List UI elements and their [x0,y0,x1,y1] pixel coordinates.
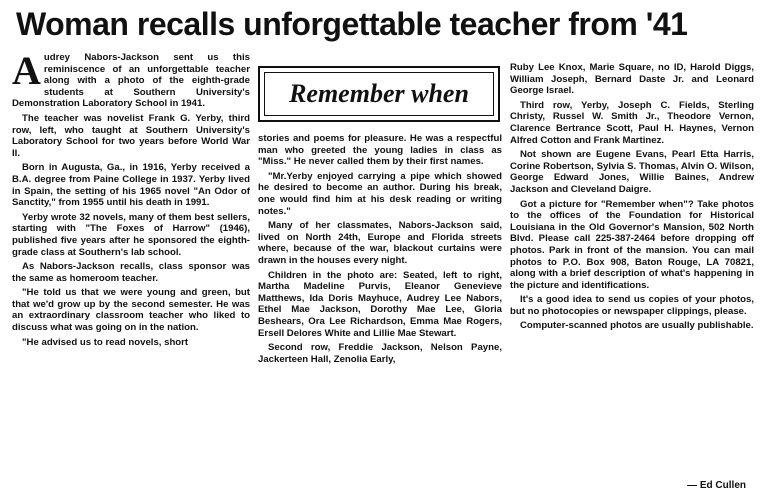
column-header-box [258,66,500,122]
paragraph: Ruby Lee Knox, Marie Square, no ID, Harold Diggs, William Joseph, Bernard Daste Jr. and Leonard George Israel. [510,62,754,97]
paragraph: Computer-scanned photos are usually publishable. [520,320,754,332]
article-column-1 [12,48,250,351]
paragraph: The teacher was novelist Frank G. Yerby, third row, left, who taught at Southern University's Laboratory School for two years before World War II. [12,112,250,159]
paragraph: Not shown are Eugene Evans, Pearl Etta Harris, Corine Robertson, Sylvia S. Thomas, Alvin O. Wilson, George Edward Jones, Willie Baines, Andrew Jackson and Cleveland Daigre. [510,149,754,195]
paragraph: Children in the photo are: Seated, left to right, Martha Madeline Purvis, Eleanor Genevieve Matthews, Ida Doris Mayhuce, Audrey Lee Nabors, Ethel Mae Jackson, Dorothy Mae Lee, Gloria Beshears, Ora Lee Richardson, Emma Mae Rogers, Ersell Delores White and Lillie Mae Stewart. [258,269,502,339]
paragraph: stories and poems for pleasure. He was a respectful man who greeted the young ladies in class as "Miss." He never called them by their first names. [258,133,502,168]
paragraph: "Mr.Yerby enjoyed carrying a pipe which showed he desired to become an author. During his break, one would find him at his desk reading or writing notes." [258,170,502,217]
paragraph: Yerby wrote 32 novels, many of them best sellers, starting with "The Foxes of Harrow" (1946), published five years after he sponsored the eighth-grade class at Southern's lab school. [12,211,250,258]
paragraph: "He told us that we were young and green, but that we'd grow up by the second semester. He was an extraordinary classroom teacher who liked to discuss what was going on in the nation. [12,287,250,334]
drop-cap: A [12,48,41,93]
paragraph: Third row, Yerby, Joseph C. Fields, Sterling Christy, Russel W. Smith Jr., Theodore Vernon, Clarence Bertrance Scott, Paul H. Haynes, Vernon Alfred Cotton and Frank Martinez. [510,99,754,146]
article-column-2 [258,133,502,368]
paragraph: Second row, Freddie Jackson, Nelson Payne, Jackerteen Hall, Zenolia Early, [258,342,502,365]
paragraph: Got a picture for "Remember when"? Take photos to the offices of the Foundation for Historical Louisiana in the Old Governor's Mansion, 502 North Blvd. Please call 225-387-2464 before dropping off photos. Park in front of the mansion. You can mail photos to P.O. Box 908, Baton Rouge, LA 70821, along with a brief description of what's happening in the picture and identifications. [510,198,754,291]
article-column-3 [510,62,754,335]
paragraph: Many of her classmates, Nabors-Jackson said, lived on North 24th, Europe and Florida streets where, because of the war, blackout curtains were drawn in the houses every night. [258,220,502,266]
headline: Woman recalls unforgettable teacher from '41 [16,6,688,42]
paragraph: Audrey Nabors-Jackson sent us this reminiscence of an unforgettable teacher along with a photo of the eighth-grade students at Southern University's Demonstration Laboratory School in 1941. [12,48,250,110]
paragraph: As Nabors-Jackson recalls, class sponsor was the same as homeroom teacher. [12,261,250,284]
paragraph: Born in Augusta, Ga., in 1916, Yerby received a B.A. degree from Paine College in 1937. Yerby lived in Spain, the setting of his 1965 novel "An Odor of Sanctity," from 1955 until his death in 1991. [12,162,250,209]
paragraph: "He advised us to read novels, short [22,336,189,348]
paragraph: It's a good idea to send us copies of your photos, but no photocopies or newspaper clippings, please. [510,294,754,317]
column-header: Remember when [264,72,494,116]
byline: — Ed Cullen [687,480,746,491]
